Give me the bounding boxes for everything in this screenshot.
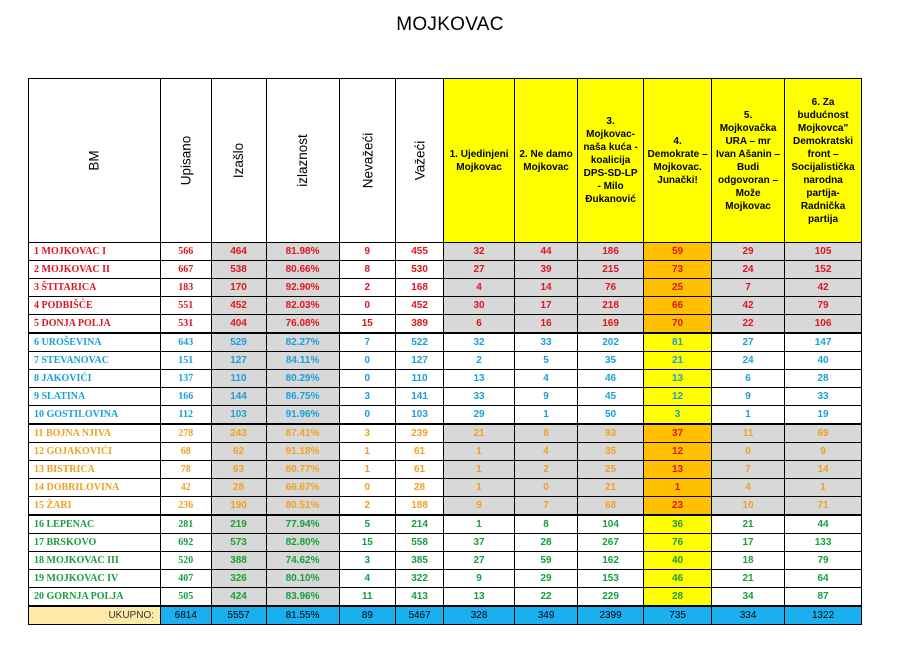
valid: 103	[396, 406, 444, 425]
polling-station: 20 GORNJA POLJA	[29, 588, 161, 607]
party-5-votes: 29	[712, 243, 785, 261]
turnout: 91.18%	[266, 443, 339, 461]
party-1-votes: 9	[444, 570, 515, 588]
table-row	[29, 552, 862, 570]
header-party-5: 5. Mojkovačka URA – mr Ivan Ašanin – Budi odgovoran – Može Mojkovac	[712, 79, 785, 243]
party-5-votes: 24	[712, 352, 785, 370]
party-2-votes: 7	[515, 497, 578, 516]
turnout: 82.03%	[266, 297, 339, 315]
invalid: 1	[339, 461, 396, 479]
party-5-votes: 6	[712, 370, 785, 388]
party-6-votes: 106	[785, 315, 862, 334]
header-izaslo: Izašlo	[211, 79, 266, 243]
party-1-votes: 27	[444, 552, 515, 570]
party-3-votes: 50	[578, 406, 644, 425]
party-4-votes: 59	[644, 243, 712, 261]
turnout: 86.75%	[266, 388, 339, 406]
valid: 188	[396, 497, 444, 516]
polling-station: 19 MOJKOVAC IV	[29, 570, 161, 588]
invalid: 0	[339, 297, 396, 315]
turnout: 74.62%	[266, 552, 339, 570]
turnout: 84.11%	[266, 352, 339, 370]
total-registered: 6814	[161, 606, 212, 625]
total-invalid: 89	[339, 606, 396, 625]
party-4-votes: 1	[644, 479, 712, 497]
total-party-6: 1322	[785, 606, 862, 625]
voted: 404	[211, 315, 266, 334]
valid: 61	[396, 443, 444, 461]
turnout: 82.27%	[266, 333, 339, 352]
polling-station: 18 MOJKOVAC III	[29, 552, 161, 570]
party-1-votes: 1	[444, 461, 515, 479]
table-row	[29, 461, 862, 479]
table-row	[29, 424, 862, 443]
header-party-1: 1. Ujedinjeni Mojkovac	[444, 79, 515, 243]
header-izlaznost: izlaznost	[266, 79, 339, 243]
valid: 385	[396, 552, 444, 570]
header-row	[29, 79, 862, 243]
party-3-votes: 68	[578, 497, 644, 516]
polling-station: 16 LEPENAC	[29, 515, 161, 534]
party-6-votes: 79	[785, 297, 862, 315]
party-6-votes: 42	[785, 279, 862, 297]
table-row	[29, 243, 862, 261]
party-2-votes: 1	[515, 406, 578, 425]
voted: 243	[211, 424, 266, 443]
polling-station: 11 BOJNA NJIVA	[29, 424, 161, 443]
invalid: 0	[339, 352, 396, 370]
party-6-votes: 64	[785, 570, 862, 588]
party-6-votes: 133	[785, 534, 862, 552]
table-row	[29, 534, 862, 552]
polling-station: 12 GOJAKOVIĆI	[29, 443, 161, 461]
turnout: 82.80%	[266, 534, 339, 552]
valid: 28	[396, 479, 444, 497]
party-1-votes: 1	[444, 479, 515, 497]
party-1-votes: 13	[444, 588, 515, 607]
table-row	[29, 279, 862, 297]
table-row	[29, 406, 862, 425]
voted: 452	[211, 297, 266, 315]
polling-station: 15 ŽARI	[29, 497, 161, 516]
total-party-5: 334	[712, 606, 785, 625]
table-row	[29, 497, 862, 516]
polling-station: 17 BRSKOVO	[29, 534, 161, 552]
polling-station: 5 DONJA POLJA	[29, 315, 161, 334]
party-5-votes: 4	[712, 479, 785, 497]
party-4-votes: 25	[644, 279, 712, 297]
party-4-votes: 12	[644, 443, 712, 461]
party-1-votes: 33	[444, 388, 515, 406]
party-4-votes: 70	[644, 315, 712, 334]
party-4-votes: 46	[644, 570, 712, 588]
party-6-votes: 152	[785, 261, 862, 279]
turnout: 80.51%	[266, 497, 339, 516]
party-3-votes: 169	[578, 315, 644, 334]
valid: 214	[396, 515, 444, 534]
total-voted: 5557	[211, 606, 266, 625]
party-1-votes: 21	[444, 424, 515, 443]
header-upisano: Upisano	[161, 79, 212, 243]
party-1-votes: 1	[444, 443, 515, 461]
polling-station: 3 ŠTITARICA	[29, 279, 161, 297]
invalid: 2	[339, 279, 396, 297]
invalid: 0	[339, 479, 396, 497]
party-1-votes: 32	[444, 333, 515, 352]
valid: 61	[396, 461, 444, 479]
registered: 183	[161, 279, 212, 297]
party-4-votes: 76	[644, 534, 712, 552]
party-5-votes: 27	[712, 333, 785, 352]
invalid: 7	[339, 333, 396, 352]
turnout: 92.90%	[266, 279, 339, 297]
party-3-votes: 45	[578, 388, 644, 406]
voted: 219	[211, 515, 266, 534]
party-4-votes: 3	[644, 406, 712, 425]
party-1-votes: 32	[444, 243, 515, 261]
invalid: 15	[339, 315, 396, 334]
invalid: 8	[339, 261, 396, 279]
table-row	[29, 315, 862, 334]
table-row	[29, 443, 862, 461]
voted: 388	[211, 552, 266, 570]
party-5-votes: 1	[712, 406, 785, 425]
party-2-votes: 8	[515, 515, 578, 534]
total-party-2: 349	[515, 606, 578, 625]
results-body	[29, 243, 862, 625]
party-2-votes: 14	[515, 279, 578, 297]
registered: 281	[161, 515, 212, 534]
voted: 573	[211, 534, 266, 552]
polling-station: 14 DOBRILOVINA	[29, 479, 161, 497]
table-row	[29, 352, 862, 370]
voted: 62	[211, 443, 266, 461]
invalid: 2	[339, 497, 396, 516]
party-4-votes: 12	[644, 388, 712, 406]
valid: 455	[396, 243, 444, 261]
turnout: 80.10%	[266, 570, 339, 588]
total-party-3: 2399	[578, 606, 644, 625]
valid: 522	[396, 333, 444, 352]
registered: 236	[161, 497, 212, 516]
party-1-votes: 6	[444, 315, 515, 334]
voted: 529	[211, 333, 266, 352]
page-title: MOJKOVAC	[396, 14, 504, 35]
party-2-votes: 29	[515, 570, 578, 588]
party-3-votes: 104	[578, 515, 644, 534]
party-4-votes: 28	[644, 588, 712, 607]
party-4-votes: 37	[644, 424, 712, 443]
party-6-votes: 71	[785, 497, 862, 516]
polling-station: 1 MOJKOVAC I	[29, 243, 161, 261]
turnout: 81.98%	[266, 243, 339, 261]
party-3-votes: 186	[578, 243, 644, 261]
table-row	[29, 515, 862, 534]
invalid: 0	[339, 406, 396, 425]
party-2-votes: 9	[515, 388, 578, 406]
invalid: 3	[339, 424, 396, 443]
party-1-votes: 4	[444, 279, 515, 297]
header-party-6: 6. Za budućnost Mojkovca" Demokratski front – Socijalistička narodna partija- Radnička partija	[785, 79, 862, 243]
party-4-votes: 13	[644, 461, 712, 479]
polling-station: 10 GOSTILOVINA	[29, 406, 161, 425]
registered: 78	[161, 461, 212, 479]
party-6-votes: 33	[785, 388, 862, 406]
party-5-votes: 22	[712, 315, 785, 334]
party-5-votes: 7	[712, 279, 785, 297]
party-2-votes: 4	[515, 443, 578, 461]
party-5-votes: 10	[712, 497, 785, 516]
party-2-votes: 16	[515, 315, 578, 334]
valid: 558	[396, 534, 444, 552]
table-row	[29, 333, 862, 352]
party-1-votes: 2	[444, 352, 515, 370]
invalid: 3	[339, 388, 396, 406]
party-3-votes: 153	[578, 570, 644, 588]
registered: 112	[161, 406, 212, 425]
party-2-votes: 4	[515, 370, 578, 388]
party-5-votes: 24	[712, 261, 785, 279]
total-label: UKUPNO:	[29, 606, 161, 625]
registered: 68	[161, 443, 212, 461]
invalid: 11	[339, 588, 396, 607]
party-4-votes: 66	[644, 297, 712, 315]
party-4-votes: 21	[644, 352, 712, 370]
party-3-votes: 21	[578, 479, 644, 497]
party-6-votes: 105	[785, 243, 862, 261]
party-6-votes: 14	[785, 461, 862, 479]
party-1-votes: 1	[444, 515, 515, 534]
table-row	[29, 588, 862, 607]
registered: 505	[161, 588, 212, 607]
party-4-votes: 36	[644, 515, 712, 534]
registered: 667	[161, 261, 212, 279]
header-bm: BM	[29, 79, 161, 243]
table-row	[29, 297, 862, 315]
polling-station: 13 BISTRICA	[29, 461, 161, 479]
header-party-2: 2. Ne damo Mojkovac	[515, 79, 578, 243]
voted: 127	[211, 352, 266, 370]
party-6-votes: 69	[785, 424, 862, 443]
table-row	[29, 261, 862, 279]
registered: 166	[161, 388, 212, 406]
party-6-votes: 147	[785, 333, 862, 352]
valid: 413	[396, 588, 444, 607]
party-6-votes: 28	[785, 370, 862, 388]
invalid: 9	[339, 243, 396, 261]
party-3-votes: 162	[578, 552, 644, 570]
valid: 452	[396, 297, 444, 315]
party-2-votes: 39	[515, 261, 578, 279]
party-6-votes: 9	[785, 443, 862, 461]
party-3-votes: 215	[578, 261, 644, 279]
turnout: 80.29%	[266, 370, 339, 388]
party-3-votes: 229	[578, 588, 644, 607]
polling-station: 4 PODBIŠĆE	[29, 297, 161, 315]
registered: 531	[161, 315, 212, 334]
voted: 28	[211, 479, 266, 497]
turnout: 77.94%	[266, 515, 339, 534]
party-2-votes: 44	[515, 243, 578, 261]
turnout: 80.66%	[266, 261, 339, 279]
party-3-votes: 35	[578, 352, 644, 370]
turnout: 76.08%	[266, 315, 339, 334]
party-6-votes: 44	[785, 515, 862, 534]
party-5-votes: 7	[712, 461, 785, 479]
total-row	[29, 606, 862, 625]
party-4-votes: 81	[644, 333, 712, 352]
party-1-votes: 30	[444, 297, 515, 315]
party-5-votes: 21	[712, 515, 785, 534]
party-3-votes: 76	[578, 279, 644, 297]
party-5-votes: 21	[712, 570, 785, 588]
party-2-votes: 28	[515, 534, 578, 552]
valid: 239	[396, 424, 444, 443]
party-4-votes: 23	[644, 497, 712, 516]
voted: 170	[211, 279, 266, 297]
voted: 103	[211, 406, 266, 425]
valid: 389	[396, 315, 444, 334]
party-3-votes: 46	[578, 370, 644, 388]
table-row	[29, 388, 862, 406]
registered: 278	[161, 424, 212, 443]
party-1-votes: 37	[444, 534, 515, 552]
results-table	[28, 78, 862, 625]
registered: 151	[161, 352, 212, 370]
header-nevazeci: Nevažeći	[339, 79, 396, 243]
party-2-votes: 59	[515, 552, 578, 570]
party-5-votes: 42	[712, 297, 785, 315]
valid: 110	[396, 370, 444, 388]
party-6-votes: 79	[785, 552, 862, 570]
invalid: 15	[339, 534, 396, 552]
total-turnout: 81.55%	[266, 606, 339, 625]
registered: 520	[161, 552, 212, 570]
party-5-votes: 34	[712, 588, 785, 607]
voted: 464	[211, 243, 266, 261]
voted: 190	[211, 497, 266, 516]
header-party-3: 3. Mojkovac-naša kuća - koalicija DPS-SD-LP - Milo Đukanović	[578, 79, 644, 243]
table-row	[29, 570, 862, 588]
registered: 566	[161, 243, 212, 261]
party-2-votes: 5	[515, 352, 578, 370]
party-3-votes: 93	[578, 424, 644, 443]
party-3-votes: 218	[578, 297, 644, 315]
valid: 322	[396, 570, 444, 588]
party-1-votes: 13	[444, 370, 515, 388]
party-6-votes: 1	[785, 479, 862, 497]
turnout: 66.67%	[266, 479, 339, 497]
party-1-votes: 29	[444, 406, 515, 425]
table-row	[29, 479, 862, 497]
party-2-votes: 33	[515, 333, 578, 352]
party-6-votes: 40	[785, 352, 862, 370]
polling-station: 7 STEVANOVAC	[29, 352, 161, 370]
voted: 424	[211, 588, 266, 607]
table-row	[29, 370, 862, 388]
turnout: 87.41%	[266, 424, 339, 443]
party-6-votes: 19	[785, 406, 862, 425]
party-2-votes: 0	[515, 479, 578, 497]
valid: 168	[396, 279, 444, 297]
total-party-4: 735	[644, 606, 712, 625]
total-valid: 5467	[396, 606, 444, 625]
valid: 127	[396, 352, 444, 370]
registered: 643	[161, 333, 212, 352]
invalid: 5	[339, 515, 396, 534]
party-1-votes: 9	[444, 497, 515, 516]
voted: 63	[211, 461, 266, 479]
party-5-votes: 9	[712, 388, 785, 406]
total-party-1: 328	[444, 606, 515, 625]
registered: 692	[161, 534, 212, 552]
header-vazeci: Važeći	[396, 79, 444, 243]
invalid: 4	[339, 570, 396, 588]
invalid: 0	[339, 370, 396, 388]
party-4-votes: 73	[644, 261, 712, 279]
voted: 110	[211, 370, 266, 388]
turnout: 91.96%	[266, 406, 339, 425]
party-5-votes: 0	[712, 443, 785, 461]
party-3-votes: 202	[578, 333, 644, 352]
party-6-votes: 87	[785, 588, 862, 607]
turnout: 83.96%	[266, 588, 339, 607]
voted: 538	[211, 261, 266, 279]
party-2-votes: 17	[515, 297, 578, 315]
polling-station: 2 MOJKOVAC II	[29, 261, 161, 279]
polling-station: 9 SLATINA	[29, 388, 161, 406]
party-3-votes: 267	[578, 534, 644, 552]
valid: 530	[396, 261, 444, 279]
party-2-votes: 22	[515, 588, 578, 607]
party-5-votes: 17	[712, 534, 785, 552]
voted: 144	[211, 388, 266, 406]
party-4-votes: 40	[644, 552, 712, 570]
party-1-votes: 27	[444, 261, 515, 279]
header-party-4: 4. Demokrate – Mojkovac. Junački!	[644, 79, 712, 243]
invalid: 1	[339, 443, 396, 461]
registered: 551	[161, 297, 212, 315]
registered: 407	[161, 570, 212, 588]
valid: 141	[396, 388, 444, 406]
turnout: 80.77%	[266, 461, 339, 479]
voted: 326	[211, 570, 266, 588]
party-5-votes: 11	[712, 424, 785, 443]
party-3-votes: 25	[578, 461, 644, 479]
invalid: 3	[339, 552, 396, 570]
registered: 137	[161, 370, 212, 388]
polling-station: 8 JAKOVIĆI	[29, 370, 161, 388]
party-4-votes: 13	[644, 370, 712, 388]
party-2-votes: 8	[515, 424, 578, 443]
registered: 42	[161, 479, 212, 497]
party-5-votes: 18	[712, 552, 785, 570]
polling-station: 6 UROŠEVINA	[29, 333, 161, 352]
party-2-votes: 2	[515, 461, 578, 479]
party-3-votes: 35	[578, 443, 644, 461]
